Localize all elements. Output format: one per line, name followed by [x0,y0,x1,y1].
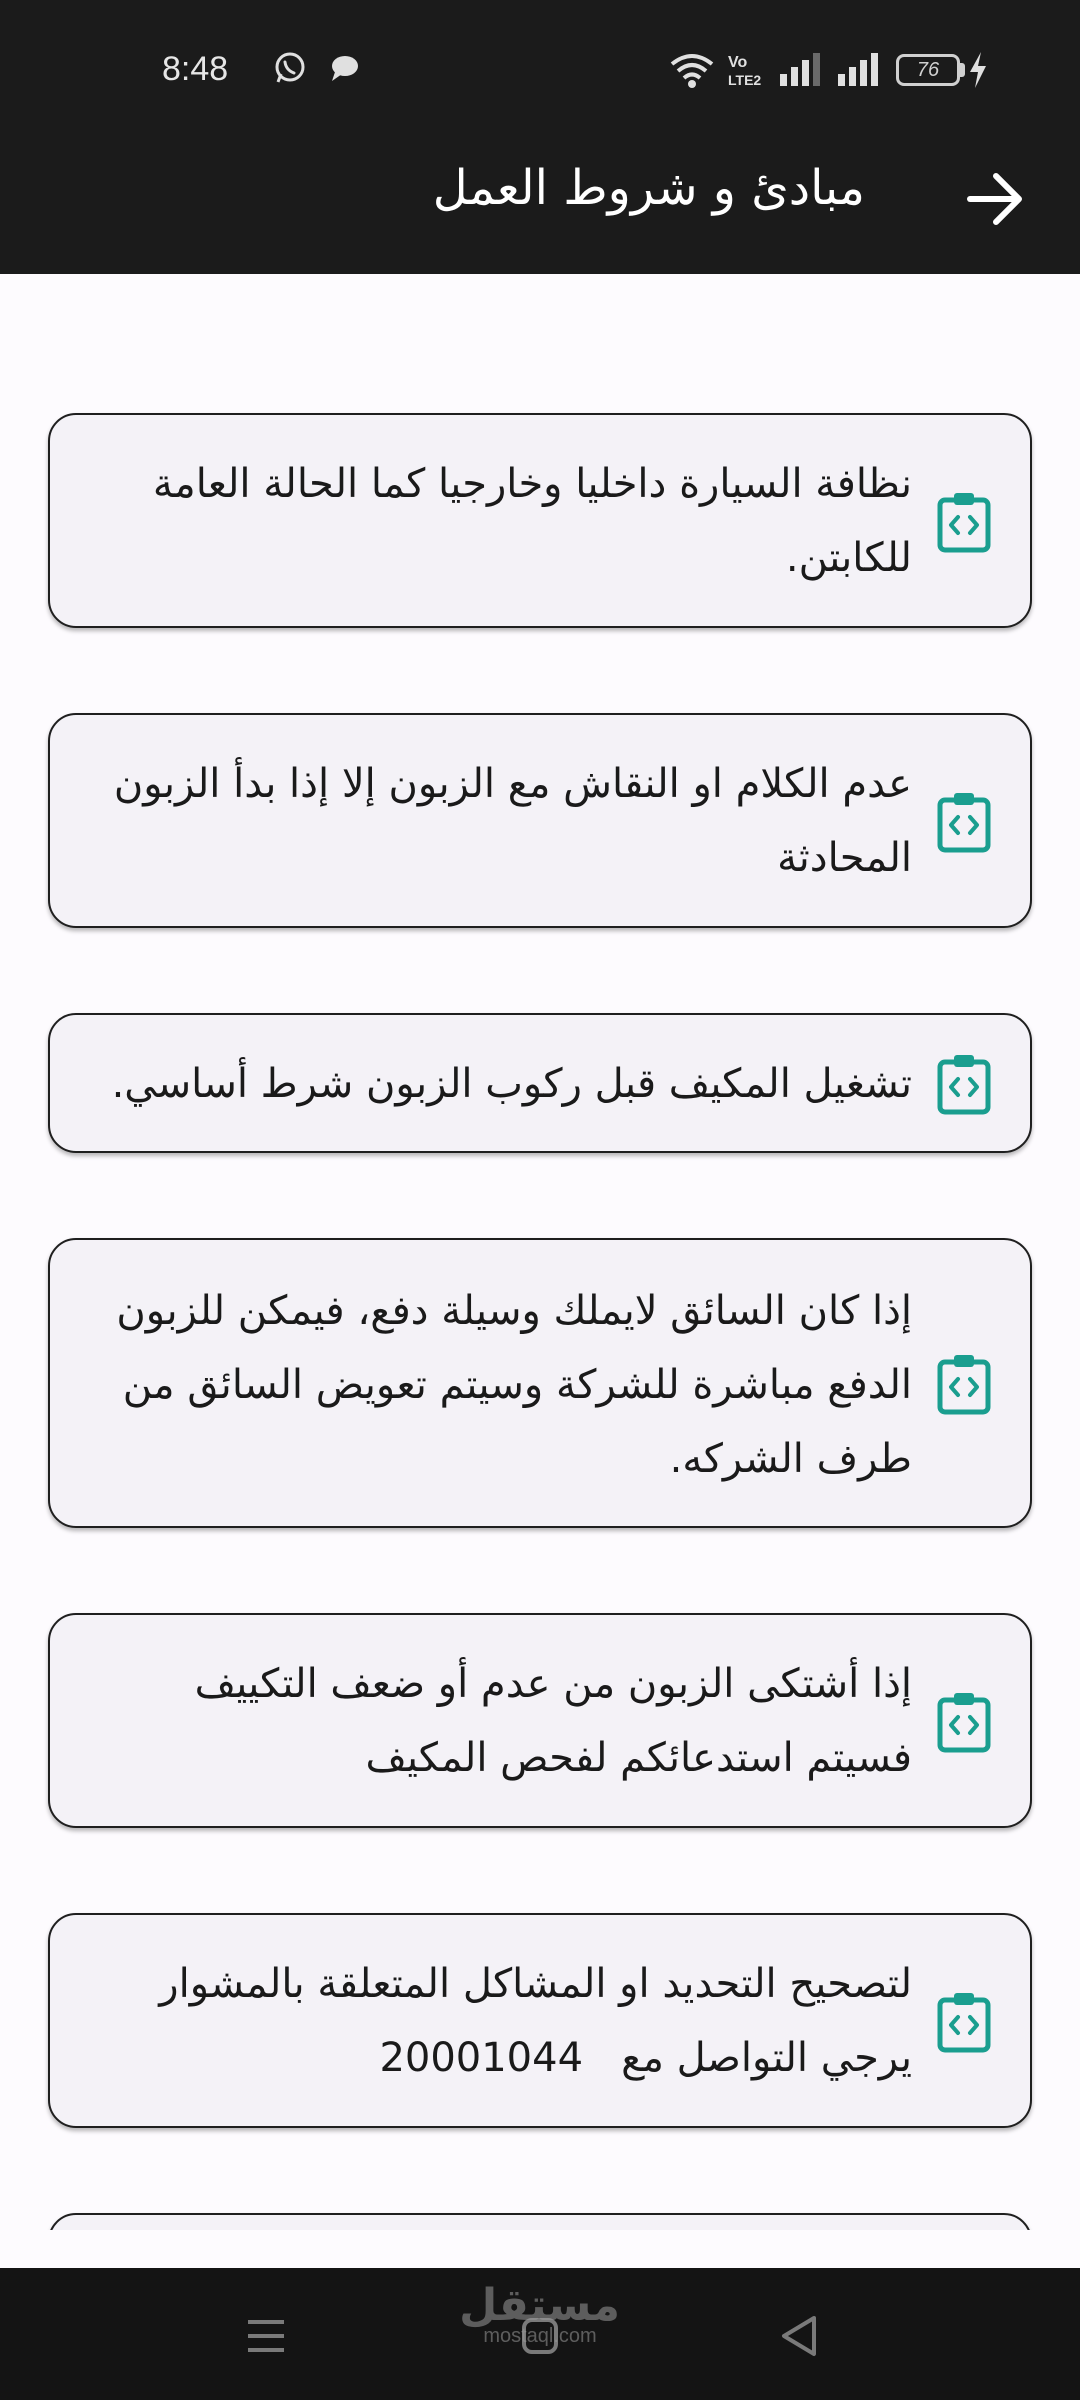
volte-icon [726,50,766,90]
back-triangle-icon[interactable] [770,2306,830,2366]
clipboard-code-icon [936,490,992,554]
battery-level: 76 [916,59,940,81]
menu-icon[interactable] [236,2306,296,2366]
watermark-latin: mostaql.com [483,2325,597,2347]
signal-icon [836,50,882,88]
principle-card[interactable] [48,1613,1032,1828]
clipboard-code-icon [936,1052,992,1116]
clipboard-code-icon [936,1352,992,1416]
principle-text: إذا أشتكى الزبون من عدم أو ضعف التكييف فسيتم استدعائكم لفحص المكيف [194,1661,912,1781]
arrow-right-icon[interactable] [960,164,1030,234]
clipboard-code-icon [936,1990,992,2054]
principle-card[interactable] [48,413,1032,628]
principle-text: عدم الكلام او النقاش مع الزبون إلا إذا بدأ الزبون المحادثة [113,761,912,881]
principle-text: لتصحيح التحديد او المشاكل المتعلقة بالمشوار يرجي التواصل مع 20001044 [146,1961,912,2081]
whatsapp-icon [272,50,308,86]
principle-card[interactable] [48,1238,1032,1528]
principle-text: تشغيل المكيف قبل ركوب الزبون شرط أساسي. [111,1061,912,1107]
signal-icon [778,50,824,88]
status-time: 8:48 [162,50,229,88]
battery-icon [896,54,960,86]
principle-card[interactable] [48,1013,1032,1153]
svg-text:LTE2: LTE2 [728,72,762,88]
app-bar [0,140,1080,274]
charging-icon [966,50,990,90]
principle-card[interactable] [48,1913,1032,2128]
wifi-icon [668,50,716,90]
principle-text: إذا كان السائق لايملك وسيلة دفع، فيمكن للزبون الدفع مباشرة للشركة وسيتم تعويض السائق من طرف الشركه. [116,1288,912,1482]
watermark-arabic: مستقل [459,2280,620,2331]
watermark-logo [460,2280,620,2348]
svg-text:Vo: Vo [728,54,748,71]
chat-bubble-icon [326,50,362,86]
battery-tip [960,63,965,77]
clipboard-code-icon [936,1690,992,1754]
status-bar [0,0,1080,140]
clipboard-code-icon [936,790,992,854]
principle-card[interactable] [48,713,1032,928]
principle-card[interactable] [48,2213,1032,2230]
principles-list[interactable] [0,274,1080,2230]
page-title: مبادئ و شروط العمل [432,160,865,216]
principle-text: نظافة السيارة داخليا وخارجيا كما الحالة العامة للكابتن. [152,461,912,581]
